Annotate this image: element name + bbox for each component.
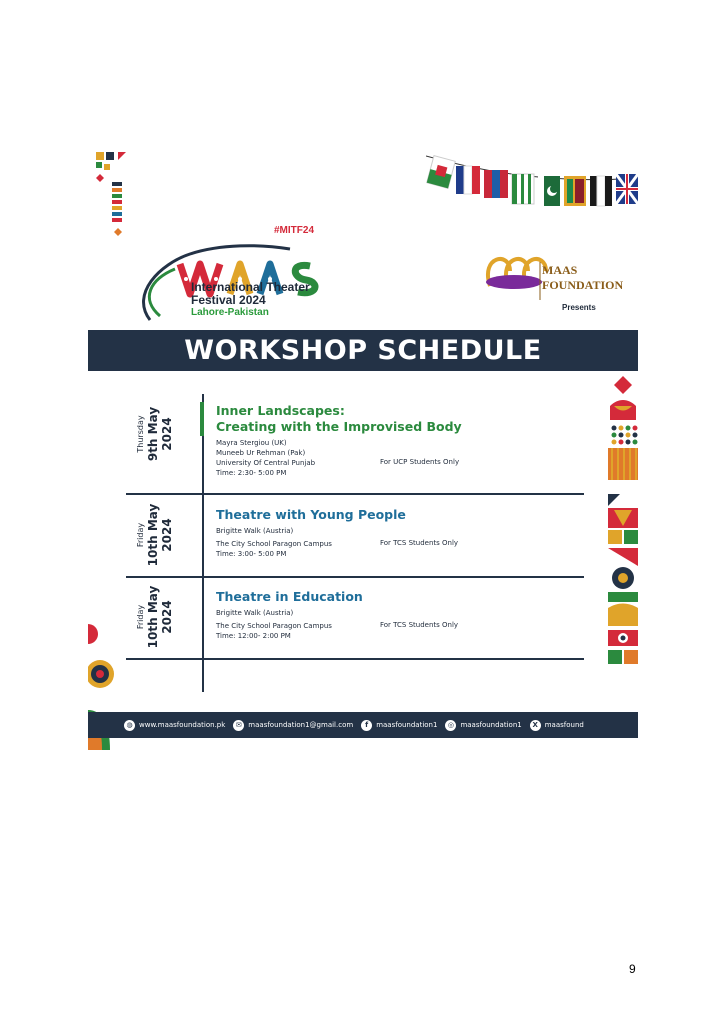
session-title-line1: Inner Landscapes:	[216, 403, 345, 418]
session-block	[216, 589, 576, 641]
festival-title: International Theater Festival 2024	[191, 280, 310, 307]
date-label: 10th May	[146, 585, 160, 649]
instagram-text: maasfoundation1	[460, 721, 522, 729]
session-time: Time: 3:00- 5:00 PM	[216, 550, 287, 558]
session-time: Time: 2:30- 5:00 PM	[216, 469, 287, 477]
page-number: 9	[629, 962, 636, 976]
session-block	[216, 403, 576, 478]
hashtag: #MITF24	[274, 225, 315, 236]
venue: The City School Paragon Campus	[216, 540, 332, 548]
venue: The City School Paragon Campus	[216, 622, 332, 630]
year-label: 2024	[160, 600, 174, 634]
email-text: maasfoundation1@gmail.com	[248, 721, 354, 729]
venue: University Of Central Punjab	[216, 459, 316, 467]
year-label: 2024	[160, 417, 174, 451]
facilitator: Brigitte Walk (Austria)	[216, 527, 294, 535]
date-label: 10th May	[146, 503, 160, 567]
session-date	[136, 389, 206, 479]
schedule-banner: WORKSHOP SCHEDULE	[88, 330, 638, 371]
eligibility-note: For TCS Students Only	[380, 539, 459, 547]
website-link[interactable]	[124, 720, 225, 731]
facilitator: Brigitte Walk (Austria)	[216, 609, 294, 617]
day-of-week: Friday	[136, 522, 145, 548]
instagram-link[interactable]	[445, 720, 521, 731]
website-text: www.maasfoundation.pk	[139, 721, 226, 729]
festival-city: Lahore-Pakistan	[191, 307, 269, 318]
year-label: 2024	[160, 518, 174, 552]
session-title-line1: Theatre with Young People	[216, 507, 406, 522]
date-label: 9th May	[146, 406, 160, 462]
session-title-line1: Theatre in Education	[216, 589, 363, 604]
facilitator: Mayra Stergiou (UK)	[216, 439, 287, 447]
facilitator: Muneeb Ur Rehman (Pak)	[216, 449, 306, 457]
x-icon: X	[530, 720, 541, 731]
facebook-text: maasfoundation1	[376, 721, 438, 729]
presents-label: Presents	[562, 303, 596, 312]
venue-row	[216, 539, 576, 549]
globe-icon: ◍	[124, 720, 135, 731]
foundation-name: MAAS FOUNDATION	[542, 263, 624, 292]
venue-row	[216, 621, 576, 631]
day-of-week: Friday	[136, 604, 145, 630]
email-link[interactable]	[233, 720, 353, 731]
session-time: Time: 12:00- 2:00 PM	[216, 632, 291, 640]
workshop-poster	[88, 146, 638, 750]
contact-footer	[88, 712, 638, 738]
x-text: maasfound	[544, 721, 584, 729]
session-block	[216, 507, 576, 559]
eligibility-note: For TCS Students Only	[380, 621, 459, 629]
session-date	[136, 490, 206, 580]
session-title-line2: Creating with the Improvised Body	[216, 419, 462, 434]
venue-row	[216, 458, 576, 468]
session-date	[136, 572, 206, 662]
facebook-icon: f	[361, 720, 372, 731]
eligibility-note: For UCP Students Only	[380, 458, 460, 466]
decorative-pattern	[608, 376, 638, 708]
email-icon: ✉	[233, 720, 244, 731]
instagram-icon: ◎	[445, 720, 456, 731]
x-link[interactable]	[530, 720, 584, 731]
day-of-week: Thursday	[136, 415, 145, 453]
facebook-link[interactable]	[361, 720, 437, 731]
flag-bunting	[426, 152, 638, 222]
